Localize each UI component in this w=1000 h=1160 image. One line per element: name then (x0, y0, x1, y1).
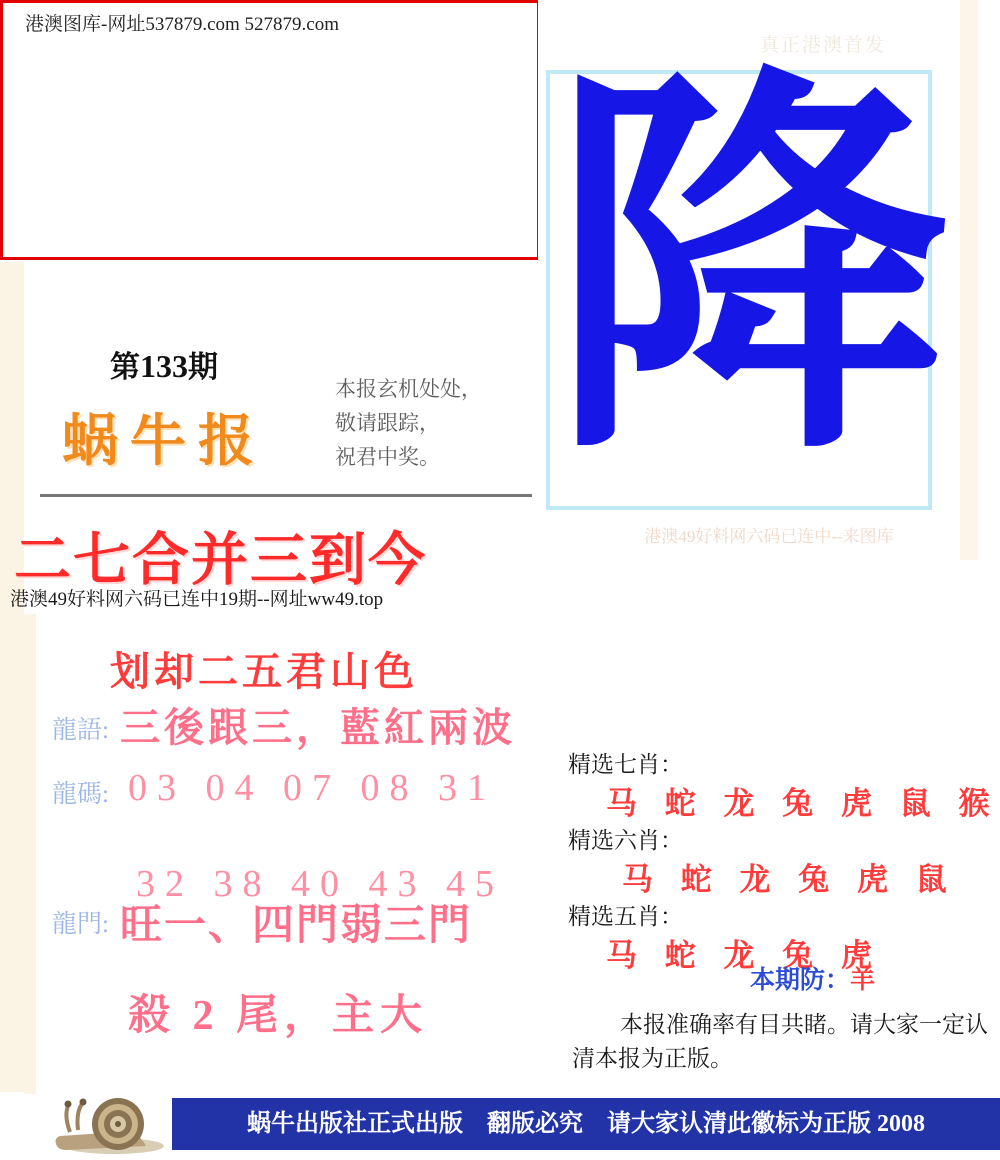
label-five-zodiac: 精选五肖： (568, 904, 683, 929)
slogan-line-2: 敬请跟踪， (335, 411, 440, 435)
kill-line: 殺 2 尾，主大 (128, 993, 429, 1039)
label-seven-zodiac: 精选七肖： (568, 752, 683, 777)
six-zodiac: 马 蛇 龙 兔 虎 鼠 (622, 862, 957, 897)
top-image-label: 港澳图库-网址537879.com 527879.com (25, 14, 340, 35)
slogan-line-3: 祝君中奖。 (335, 445, 440, 469)
seven-zodiac: 马 蛇 龙 兔 虎 鼠 猴 (606, 786, 1000, 821)
panel-bottom-watermark: 港澳49好料网六码已连中--来图库 (644, 527, 894, 546)
footer-text: 蜗牛出版社正式出版 翻版必究 请大家认清此徽标为正版 2008 (247, 1111, 925, 1137)
right-strip-a (960, 0, 978, 560)
big-character-panel (538, 0, 1000, 560)
issue-line (110, 342, 218, 386)
issue-suffix: 期 (188, 351, 218, 384)
headline: 二七合并三到今 (14, 529, 427, 592)
left-column (0, 262, 540, 1092)
top-image-box (0, 0, 540, 260)
slogan-line-1: 本报玄机处处， (335, 377, 482, 401)
main-content-block (24, 614, 540, 1094)
closing-text: 本报准确率有目共睹。请大家一定认清本报为正版。 (572, 1012, 988, 1071)
label-six-zodiac: 精选六肖： (568, 828, 683, 853)
numbers-row-1: 03 04 07 08 31 (128, 767, 496, 809)
big-character-frame (546, 52, 950, 510)
zodiac-column (556, 560, 1000, 1092)
dragon-gate: 旺一、四門弱三門 (120, 903, 473, 949)
divider (40, 494, 532, 497)
guard-label: 本期防： (750, 967, 851, 994)
footer-bar (172, 1098, 1000, 1150)
issue-prefix: 第 (110, 351, 140, 384)
label-dragon-words: 龍語: (52, 717, 109, 744)
guard-line (750, 960, 875, 996)
right-strip-b (978, 0, 1000, 560)
panel-top-watermark: 真正港澳首发 (759, 35, 886, 54)
numbers-row-2: 32 38 40 43 45 (136, 863, 504, 905)
snail-logo (18, 1090, 168, 1156)
content-pale-band (24, 614, 36, 1094)
guard-value: 羊 (850, 967, 876, 994)
big-character: 降 (550, 52, 950, 495)
label-dragon-gate: 龍門: (52, 911, 109, 938)
five-zodiac: 马 蛇 龙 兔 虎 (606, 938, 882, 973)
left-pale-band (0, 262, 24, 1092)
poem-line: 划却二五君山色 (110, 649, 418, 694)
label-dragon-numbers: 龍碼: (52, 781, 109, 808)
dragon-words: 三後跟三，藍紅兩波 (120, 705, 516, 750)
issue-number: 133 (140, 348, 188, 384)
slogan-block (335, 372, 535, 474)
paper-title: 蜗牛报 (62, 411, 266, 473)
sub-note: 港澳49好料网六码已连中19期--网址ww49.top (10, 589, 384, 610)
